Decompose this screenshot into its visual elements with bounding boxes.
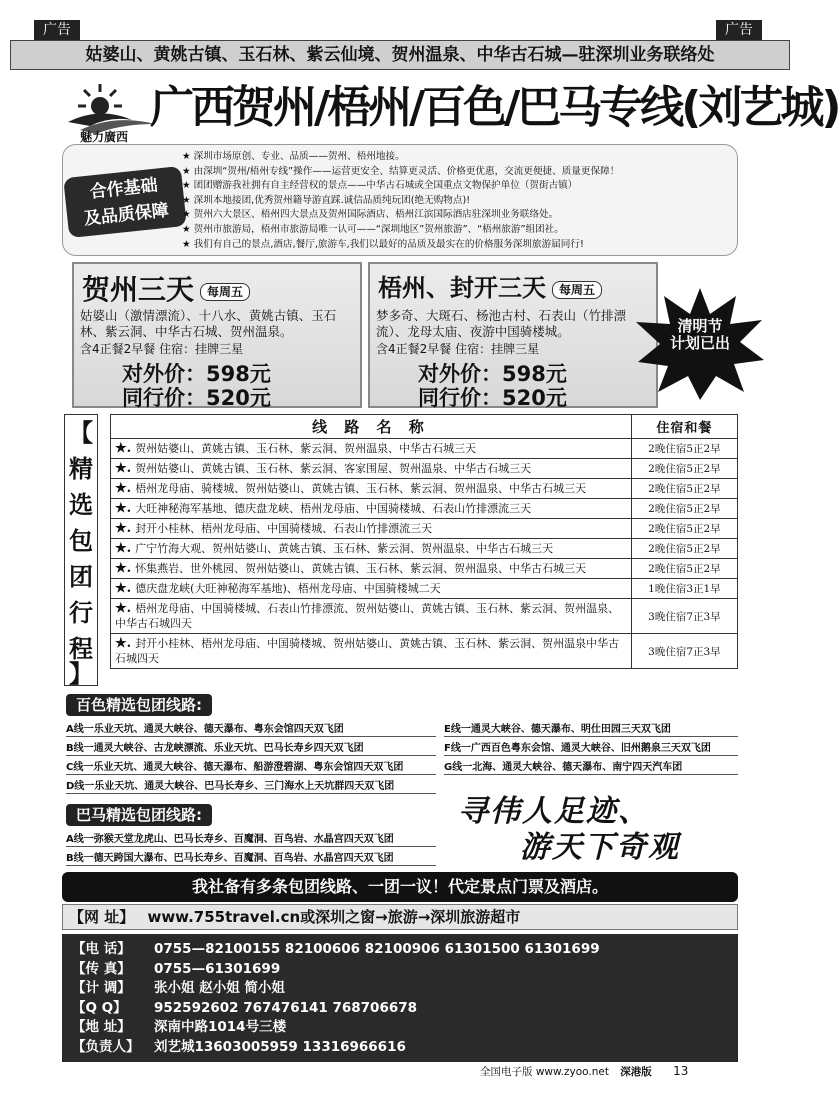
coop-badge-line2: 及品质保障 xyxy=(83,200,170,230)
price-peer: 同行价：520元 xyxy=(418,386,567,410)
tour-frequency: 每周五 xyxy=(200,283,250,301)
page-title: 广西贺州/梧州/百色/巴马专线(刘艺城) xyxy=(150,82,838,133)
tour-description: 梦多奇、大斑石、杨池古村、石表山（竹排漂流）、龙母太庙、夜游中国骑楼城。 xyxy=(376,308,627,339)
contact-row-fax: 【传 真】 0755—61301699 xyxy=(72,960,281,977)
star-icon: ★ xyxy=(182,165,191,177)
website-link[interactable]: www.755travel.cn或深圳之窗→旅游→深圳旅游超市 xyxy=(147,908,521,926)
slogan-line1: 寻伟人足迹、 xyxy=(458,794,650,829)
star-icon: ★. xyxy=(115,441,132,456)
page-footer xyxy=(480,1064,688,1079)
tour-meal: 含4正餐2早餐 住宿：挂牌三星 xyxy=(80,342,244,356)
selected-tours-label: 【 精 选 包 团 行 程 】 xyxy=(64,414,98,686)
bullet-list xyxy=(182,150,734,252)
star-icon: ★ xyxy=(182,238,191,250)
bullet-item: ★ 贺州六大景区、梧州四大景点及贺州国际酒店、梧州江滨国际酒店驻深圳业务联络处。 xyxy=(182,209,559,221)
banner: 姑婆山、黄姚古镇、玉石林、紫云仙境、贺州温泉、中华古石城—驻深圳业务联络处 xyxy=(10,40,790,70)
bullet-item: ★ 深圳本地接团,优秀贺州籍导游直踩.诚信品质纯玩团(绝无购物点)! xyxy=(182,194,471,206)
bullet-item: ★ 团团赠游我社拥有自主经营权的景点——中华古石城或全国重点文物保护单位（贺街古镇） xyxy=(182,180,578,192)
table-row: ★. 封开小桂林、梧州龙母庙、中国骑楼城、石表山竹排漂流三天 2晚住宿5正2早 xyxy=(111,519,738,539)
table-row: ★. 怀集燕岩、世外桃园、贺州姑婆山、黄姚古镇、玉石林、紫云洞、贺州温泉、中华古石城三天 2晚住宿5正2早 xyxy=(111,559,738,579)
price-public: 对外价：598元 xyxy=(418,362,567,386)
table-row: ★. 梧州龙母庙、骑楼城、贺州姑婆山、黄姚古镇、玉石林、紫云洞、贺州温泉、中华古石城三天 2晚住宿5正2早 xyxy=(111,479,738,499)
contact-row-phone: 【电 话】 0755—82100155 82100606 82100906 61301500 61301699 xyxy=(72,941,600,957)
tour-title: 梧州、封开三天 每周五 xyxy=(378,268,602,303)
star-icon: ★. xyxy=(115,541,132,556)
table-row: ★. 梧州龙母庙、中国骑楼城、石表山竹排漂流、贺州姑婆山、黄姚古镇、玉石林、紫云洞、贺州温泉、中华古石城四天 3晚住宿7正3早 xyxy=(111,599,738,634)
star-icon: ★. xyxy=(115,501,132,516)
baise-line: F线一广西百色粤东会馆、通灵大峡谷、旧州鹅泉三天双飞团 xyxy=(444,741,738,756)
notice-bar: 我社备有多条包团线路、一团一议！代定景点门票及酒店。 xyxy=(62,872,738,902)
tour-card-wuzhou xyxy=(368,262,658,408)
baise-line: B线一通灵大峡谷、古龙峡漂流、乐业天坑、巴马长寿乡四天双飞团 xyxy=(66,741,436,756)
contact-row-manager: 【负责人】 刘艺城13603005959 13316966616 xyxy=(72,1038,406,1055)
baise-line: A线一乐业天坑、通灵大峡谷、德天瀑布、粤东会馆四天双飞团 xyxy=(66,722,436,737)
contact-row-address: 【地 址】 深南中路1014号三楼 xyxy=(72,1019,287,1036)
baise-line: G线一北海、通灵大峡谷、德天瀑布、南宁四天汽车团 xyxy=(444,760,738,775)
price-public: 对外价：598元 xyxy=(122,362,271,386)
star-icon: ★. xyxy=(115,581,132,596)
bullet-item: ★ 贺州市旅游局，梧州市旅游局唯一认可——“深圳地区”贺州旅游”、“梧州旅游”组团社。 xyxy=(182,223,564,235)
table-row: ★. 贺州姑婆山、黄姚古镇、玉石林、紫云洞、贺州温泉、中华古石城三天 2晚住宿5正2早 xyxy=(111,439,738,459)
star-icon: ★ xyxy=(182,180,191,192)
website-key: 【网 址】 xyxy=(69,908,135,926)
burst-text: 清明节 计划已出 xyxy=(669,317,730,352)
website-bar xyxy=(62,904,738,930)
tour-meal: 含4正餐2早餐 住宿：挂牌三星 xyxy=(376,342,540,356)
contact-panel xyxy=(62,934,738,1062)
baise-line: D线一乐业天坑、通灵大峡谷、巴马长寿乡、三门海水上天坑群四天双飞团 xyxy=(66,779,436,794)
table-row: ★. 大旺神秘海军基地、德庆盘龙峡、梧州龙母庙、中国骑楼城、石表山竹排漂流三天 2晚住宿5正2早 xyxy=(111,499,738,519)
slogan-line2: 游天下奇观 xyxy=(520,830,680,865)
baise-section-title: 百色精选包团线路: xyxy=(66,694,212,716)
star-icon: ★ xyxy=(182,194,191,206)
coop-badge xyxy=(63,166,187,238)
star-icon: ★. xyxy=(115,636,132,651)
logo-text: 魅力廣西 xyxy=(80,130,129,144)
table-row: ★. 贺州姑婆山、黄姚古镇、玉石林、紫云洞、客家围屋、贺州温泉、中华古石城三天 2晚住宿5正2早 xyxy=(111,459,738,479)
bullet-item: ★ 我们有自己的景点,酒店,餐厅,旅游车,我们以最好的品质及最实在的价格服务深圳旅游届同行! xyxy=(182,238,584,250)
bama-section-title: 巴马精选包团线路: xyxy=(66,804,212,826)
bama-line: A线一弥猴天堂龙虎山、巴马长寿乡、百魔洞、百鸟岩、水晶宫四天双飞团 xyxy=(66,832,436,847)
star-icon: ★. xyxy=(115,461,132,476)
baise-line: C线一乐业天坑、通灵大峡谷、德天瀑布、船游澄碧湖、粤东会馆四天双飞团 xyxy=(66,760,436,775)
col-route-header: 线 路 名 称 xyxy=(111,415,632,439)
coop-badge-line1: 合作基础 xyxy=(88,175,159,203)
table-row: ★. 广宁竹海大观、贺州姑婆山、黄姚古镇、玉石林、紫云洞、贺州温泉、中华古石城三天 2晚住宿5正2早 xyxy=(111,539,738,559)
ad-label-right: 广告 xyxy=(716,20,762,40)
footer-edition: 深港版 xyxy=(620,1066,652,1078)
page-number: 13 xyxy=(673,1064,689,1078)
footer-site: 全国电子版 www.zyoo.net xyxy=(480,1066,609,1078)
star-icon: ★. xyxy=(115,561,132,576)
tour-frequency: 每周五 xyxy=(552,281,602,299)
tour-title: 贺州三天 每周五 xyxy=(82,268,250,308)
bullet-item: ★ 深圳市场原创、专业、品质——贺州、梧州地接。 xyxy=(182,151,405,162)
table-header xyxy=(111,415,738,439)
bama-line: B线一德天跨国大瀑布、巴马长寿乡、百魔洞、百鸟岩、水晶宫四天双飞团 xyxy=(66,851,436,866)
col-meal-header: 住宿和餐 xyxy=(631,415,737,439)
baise-line: E线一通灵大峡谷、德天瀑布、明仕田园三天双飞团 xyxy=(444,722,738,737)
star-icon: ★ xyxy=(182,223,191,235)
star-icon: ★ xyxy=(182,151,191,162)
contact-row-planner: 【计 调】 张小姐 赵小姐 简小姐 xyxy=(72,980,285,997)
star-icon: ★. xyxy=(115,601,132,616)
tour-description: 姑婆山（激情漂流）、十八水、黄姚古镇、玉石林、紫云洞、中华古石城、贺州温泉。 xyxy=(80,308,337,339)
table-row: ★. 封开小桂林、梧州龙母庙、中国骑楼城、贺州姑婆山、黄姚古镇、玉石林、紫云洞、贺州温泉中华古石城四天 3晚住宿7正3早 xyxy=(111,634,738,669)
star-icon: ★. xyxy=(115,481,132,496)
price-peer: 同行价：520元 xyxy=(122,386,271,410)
star-icon: ★. xyxy=(115,521,132,536)
contact-row-qq: 【Q Q】 952592602 767476141 768706678 xyxy=(72,999,418,1016)
bullet-item: ★ 由深圳“贺州/梧州专线”操作——运营更安全、结算更灵活、价格更优惠，交流更便捷、质量更保障！ xyxy=(182,165,620,177)
ad-label-left: 广告 xyxy=(34,20,80,40)
tour-card-hezhou xyxy=(72,262,362,408)
star-icon: ★ xyxy=(182,209,191,221)
table-row: ★. 德庆盘龙峡(大旺神秘海军基地)、梧州龙母庙、中国骑楼城二天 1晚住宿3正1早 xyxy=(111,579,738,599)
route-table xyxy=(110,414,738,669)
